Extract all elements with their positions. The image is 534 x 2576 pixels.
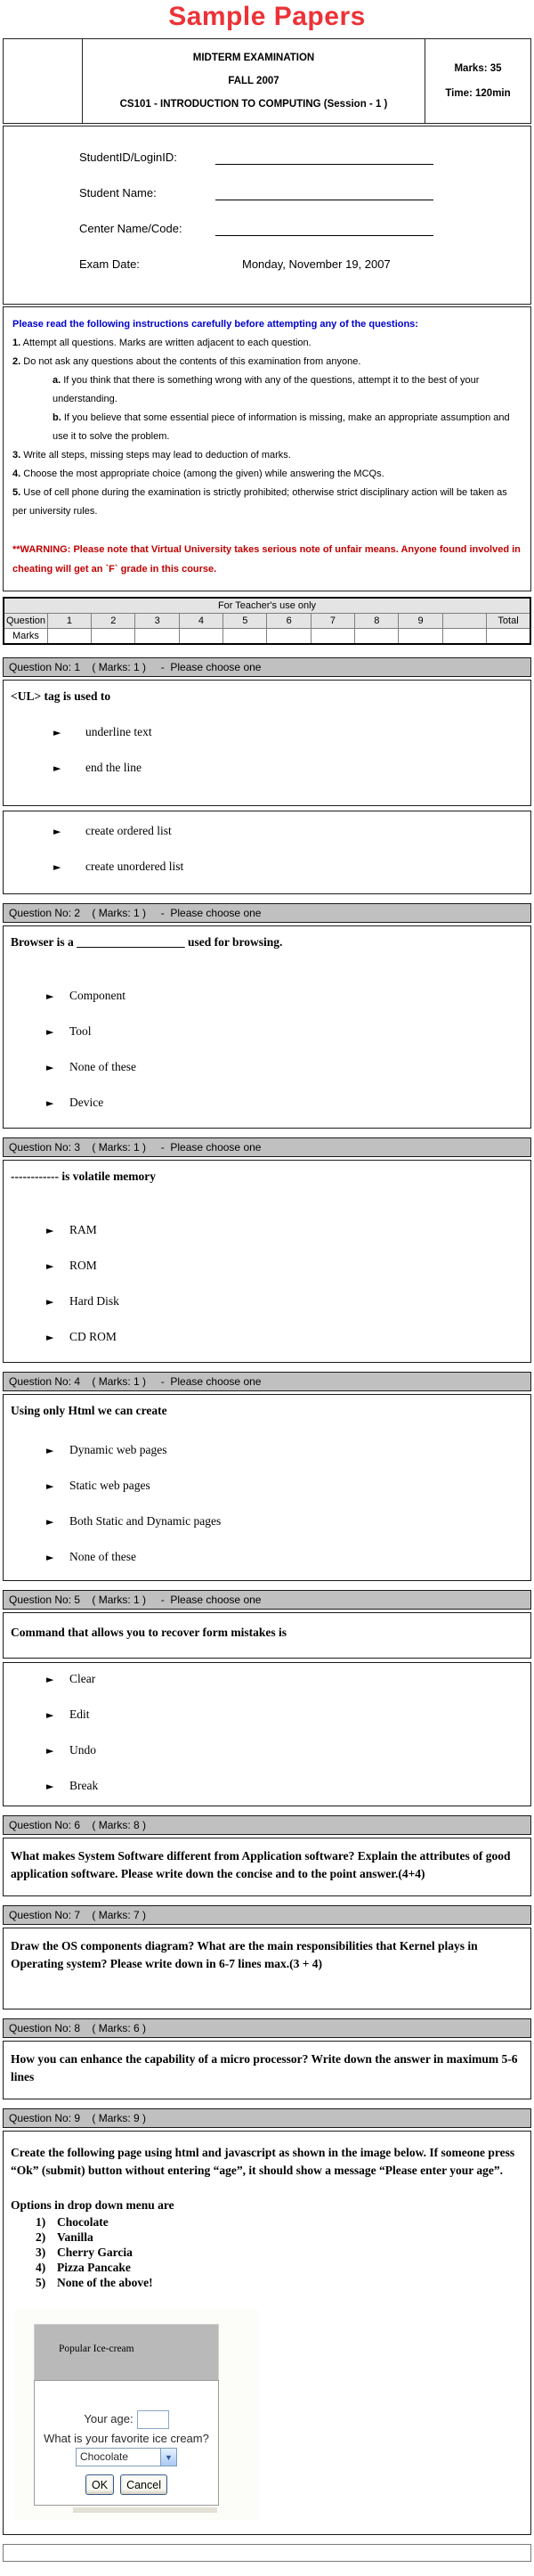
list-item-text: Vanilla [57, 2230, 93, 2244]
instruction-text: Write all steps, missing steps may lead to deduction of marks. [23, 450, 291, 461]
option-bullet-icon: ► [53, 825, 61, 837]
option-label: None of these [69, 1550, 136, 1563]
form-shadow [73, 2507, 217, 2513]
exam-time: Time: 120min [445, 88, 511, 99]
marks-row-label: Marks [4, 629, 47, 645]
header-course-cell [83, 39, 425, 123]
question-3-header: Question No: 3 ( Marks: 1 ) - Please choose one [3, 1137, 531, 1157]
option-bullet-icon: ► [46, 1673, 54, 1685]
marks-cell [399, 629, 442, 645]
option-label: CD ROM [69, 1330, 117, 1343]
option-row[interactable] [53, 725, 523, 739]
instruction-number: 2. [12, 356, 21, 367]
option-label: end the line [85, 761, 142, 774]
question-1-header: Question No: 1 ( Marks: 1 ) - Please choose one [3, 657, 531, 677]
option-bullet-icon: ► [53, 762, 61, 774]
teacher-table-caption-row [4, 598, 530, 614]
teacher-use-table [3, 597, 531, 645]
option-label: ROM [69, 1259, 97, 1272]
icecream-select[interactable] [76, 2448, 177, 2466]
instruction-text: Use of cell phone during the examination is strictly prohibited; otherwise strict disciplinary action will be taken as per university rules. [12, 487, 507, 517]
student-name-field[interactable] [215, 186, 433, 200]
instructions-heading: Please read the following instructions carefully before attempting any of the questions: [12, 319, 418, 330]
list-item-text: Cherry Garcia [57, 2246, 133, 2259]
option-bullet-icon: ► [46, 1295, 54, 1308]
question-3-text: ------------ is volatile memory [11, 1170, 157, 1183]
option-row[interactable] [46, 1672, 523, 1686]
question-col: 5 [223, 614, 267, 629]
option-row[interactable] [46, 1223, 523, 1237]
question-col: 4 [179, 614, 222, 629]
question-5-text: Command that allows you to recover form mistakes is [11, 1626, 287, 1639]
icecream-question-label: What is your favorite ice cream? [44, 2432, 209, 2445]
instruction-item [12, 334, 522, 353]
instruction-subitem [12, 409, 522, 446]
option-label: None of these [69, 1060, 136, 1073]
exam-date-value: Monday, November 19, 2007 [242, 257, 391, 271]
student-id-field[interactable] [215, 151, 433, 165]
question-col: 6 [267, 614, 311, 629]
ok-button[interactable]: OK [85, 2474, 114, 2495]
option-label: Dynamic web pages [69, 1443, 167, 1456]
question-col: 8 [355, 614, 399, 629]
option-label: underline text [85, 725, 152, 738]
question-7-box [3, 1928, 531, 2009]
instruction-number: 5. [12, 487, 21, 498]
age-row [35, 2410, 218, 2429]
header-marks-cell [425, 39, 530, 123]
question-row-label: Question [4, 614, 47, 629]
marks-cell [442, 629, 486, 645]
instruction-number: 3. [12, 450, 21, 461]
instruction-letter: b. [53, 412, 61, 423]
question-1-box-continued [3, 811, 531, 894]
exam-course: CS101 - INTRODUCTION TO COMPUTING (Session - 1 ) [119, 99, 388, 110]
option-bullet-icon: ► [46, 1744, 54, 1757]
option-label: Static web pages [69, 1479, 150, 1492]
list-item-number: 2) [36, 2230, 46, 2244]
icecream-form-title: Popular Ice-cream [34, 2324, 219, 2380]
option-bullet-icon: ► [53, 726, 61, 738]
marks-cell [267, 629, 311, 645]
form-button-row [35, 2474, 218, 2495]
option-row[interactable] [53, 824, 523, 838]
option-row[interactable] [46, 1708, 523, 1722]
marks-cell [223, 629, 267, 645]
center-name-label: Center Name/Code: [79, 222, 182, 235]
question-9-box [3, 2131, 531, 2535]
option-row[interactable] [46, 1330, 523, 1344]
list-item [36, 2230, 523, 2245]
empty-footer-bar [3, 2544, 531, 2562]
age-input[interactable] [137, 2410, 169, 2429]
question-8-text: How you can enhance the capability of a micro processor? Write down the answer in maximum 5-6 lines [11, 2052, 518, 2083]
question-9-header: Question No: 9 ( Marks: 9 ) [3, 2108, 531, 2128]
center-name-field[interactable] [215, 222, 433, 236]
exam-header-table [3, 38, 531, 124]
question-2-box [3, 925, 531, 1129]
option-label: Device [69, 1096, 104, 1109]
question-8-header: Question No: 8 ( Marks: 6 ) [3, 2018, 531, 2038]
option-bullet-icon: ► [46, 1480, 54, 1492]
instruction-item [12, 465, 522, 484]
option-row[interactable] [46, 1550, 523, 1564]
instruction-text: If you think that there is something wrong with any of the questions, attempt it to the best of your understanding. [53, 375, 480, 404]
question-1-box [3, 680, 531, 806]
instruction-letter: a. [53, 375, 61, 386]
student-id-label: StudentID/LoginID: [79, 151, 177, 164]
exam-title: MIDTERM EXAMINATION [192, 53, 315, 63]
list-item-number: 3) [36, 2246, 46, 2259]
cancel-button[interactable]: Cancel [120, 2474, 167, 2495]
exam-term: FALL 2007 [228, 76, 279, 86]
option-row[interactable] [46, 1743, 523, 1757]
instruction-text: Choose the most appropriate choice (among the given) while answering the MCQs. [23, 469, 384, 479]
option-row[interactable] [46, 1443, 523, 1457]
option-row[interactable] [46, 1024, 523, 1039]
question-9-subheading: Options in drop down menu are [11, 2198, 174, 2212]
teacher-table-caption: For Teacher's use only [4, 598, 530, 614]
question-6-text: What makes System Software different from Application software? Explain the attributes of good application software. Please write down the concise and to the point answer.(4+4) [11, 1849, 511, 1880]
dropdown-options-list [36, 2214, 523, 2290]
question-col: 1 [47, 614, 91, 629]
option-bullet-icon: ► [46, 1515, 54, 1528]
instructions-box [3, 306, 531, 591]
question-col: 3 [135, 614, 179, 629]
question-7-header: Question No: 7 ( Marks: 7 ) [3, 1905, 531, 1925]
teacher-table-question-row [4, 614, 530, 629]
list-item-number: 5) [36, 2276, 46, 2289]
student-name-row [4, 186, 530, 222]
option-bullet-icon: ► [46, 990, 54, 1002]
option-label: Clear [69, 1672, 96, 1685]
question-6-header: Question No: 6 ( Marks: 8 ) [3, 1815, 531, 1835]
instruction-number: 1. [12, 338, 21, 348]
instruction-text: Attempt all questions. Marks are written adjacent to each question. [22, 338, 312, 348]
question-4-header: Question No: 4 ( Marks: 1 ) - Please choose one [3, 1372, 531, 1391]
question-6-box [3, 1838, 531, 1896]
question-1-text: <UL> tag is used to [11, 689, 111, 703]
option-label: Both Static and Dynamic pages [69, 1514, 222, 1528]
option-row[interactable] [46, 1514, 523, 1528]
list-item-number: 1) [36, 2215, 46, 2229]
page-title: Sample Papers [168, 2, 366, 31]
list-item-text: Pizza Pancake [57, 2261, 131, 2274]
list-item [36, 2245, 523, 2260]
option-bullet-icon: ► [46, 1096, 54, 1109]
option-bullet-icon: ► [53, 860, 61, 873]
instruction-number: 4. [12, 469, 21, 479]
exam-paper-page [0, 2, 534, 2576]
instruction-subitem [12, 371, 522, 409]
option-label: Break [69, 1779, 99, 1792]
exam-date-label: Exam Date: [79, 257, 140, 271]
instruction-text: Do not ask any questions about the contents of this examination from anyone. [23, 356, 361, 367]
icecream-select-value: Chocolate [80, 2450, 129, 2463]
question-5-header: Question No: 5 ( Marks: 1 ) - Please choose one [3, 1590, 531, 1610]
question-col-empty [442, 614, 486, 629]
option-bullet-icon: ► [46, 1780, 54, 1792]
teacher-table-marks-row [4, 629, 530, 645]
marks-cell [355, 629, 399, 645]
question-col: 2 [92, 614, 135, 629]
student-name-label: Student Name: [79, 186, 157, 200]
option-row[interactable] [46, 1479, 523, 1493]
exam-marks: Marks: 35 [454, 63, 502, 74]
option-label: create unordered list [85, 860, 184, 873]
option-bullet-icon: ► [46, 1061, 54, 1073]
option-label: Edit [69, 1708, 90, 1721]
question-9-text: Create the following page using html and javascript as shown in the image below. If someone press “Ok” (submit) button without entering “age”, it should show a message “Please enter your age”. [11, 2146, 515, 2177]
option-row[interactable] [53, 761, 523, 775]
option-bullet-icon: ► [46, 1259, 54, 1272]
list-item [36, 2275, 523, 2290]
option-label: Tool [69, 1024, 92, 1038]
list-item-text: Chocolate [57, 2215, 109, 2229]
option-label: Hard Disk [69, 1294, 119, 1308]
marks-cell [47, 629, 91, 645]
marks-cell [135, 629, 179, 645]
instruction-item [12, 353, 522, 371]
option-bullet-icon: ► [46, 1224, 54, 1236]
list-item [36, 2260, 523, 2275]
dropdown-arrow-icon[interactable]: ▼ [160, 2449, 176, 2466]
question-2-header: Question No: 2 ( Marks: 1 ) - Please choose one [3, 903, 531, 923]
option-row[interactable] [53, 860, 523, 874]
instruction-item [12, 446, 522, 465]
option-bullet-icon: ► [46, 1551, 54, 1563]
student-info-box [3, 126, 531, 305]
icecream-form-body [34, 2380, 219, 2506]
list-item [36, 2214, 523, 2230]
icecream-form-screenshot [14, 2310, 258, 2520]
instruction-text: If you believe that some essential piece of information is missing, make an appropriate assumption and use it to solve the problem. [53, 412, 510, 442]
option-row[interactable] [46, 1096, 523, 1110]
question-8-box [3, 2041, 531, 2099]
list-item-text: None of the above! [57, 2276, 153, 2289]
center-name-row [4, 222, 530, 257]
cheating-warning: **WARNING: Please note that Virtual University takes serious note of unfair means. Anyone found involved in cheating will get an `F` grade in this course. [12, 544, 521, 575]
question-5-box [3, 1612, 531, 1659]
option-row[interactable] [46, 1259, 523, 1273]
option-row[interactable] [46, 989, 523, 1003]
option-bullet-icon: ► [46, 1708, 54, 1721]
option-label: create ordered list [85, 824, 172, 837]
age-label: Your age: [84, 2411, 134, 2425]
option-bullet-icon: ► [46, 1025, 54, 1038]
option-row[interactable] [46, 1779, 523, 1793]
marks-cell [179, 629, 222, 645]
header-empty-cell [4, 39, 83, 123]
question-3-box [3, 1160, 531, 1363]
question-col: 7 [311, 614, 354, 629]
question-col: 9 [399, 614, 442, 629]
question-7-text: Draw the OS components diagram? What are the main responsibilities that Kernel plays in Operating system? Please write down in 6-7 lines max.(3 + 4) [11, 1939, 478, 1970]
option-label: RAM [69, 1223, 97, 1236]
question-col-total: Total [487, 614, 530, 629]
option-bullet-icon: ► [46, 1444, 54, 1456]
option-row[interactable] [46, 1294, 523, 1308]
question-2-text: Browser is a __________________ used for browsing. [11, 935, 283, 949]
marks-cell [311, 629, 354, 645]
question-4-text: Using only Html we can create [11, 1404, 167, 1417]
marks-cell-total [487, 629, 530, 645]
option-label: Component [69, 989, 125, 1002]
list-item-number: 4) [36, 2261, 46, 2274]
student-id-row [4, 151, 530, 186]
exam-date-row [4, 257, 530, 293]
option-label: Undo [69, 1743, 96, 1757]
option-row[interactable] [46, 1060, 523, 1074]
marks-cell [92, 629, 135, 645]
instruction-item [12, 484, 522, 521]
option-bullet-icon: ► [46, 1331, 54, 1343]
question-5-box-continued [3, 1662, 531, 1806]
question-4-box [3, 1394, 531, 1581]
